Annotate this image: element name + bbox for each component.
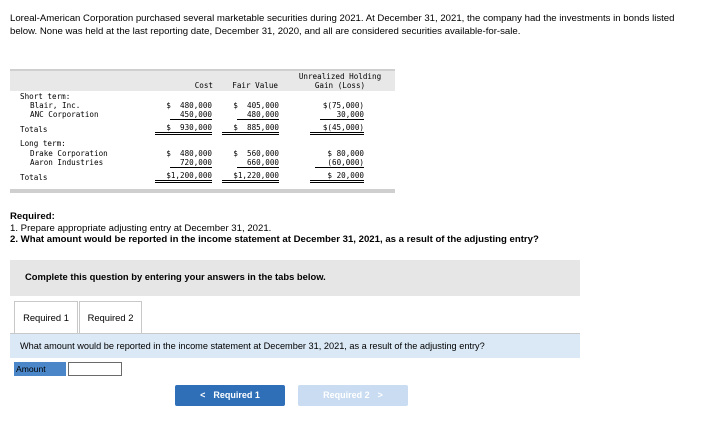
required-item-2: 2. What amount would be reported in the income statement at December 31, 2021, as a result of the adjusting entry? [10,234,539,245]
amount-input[interactable] [68,362,122,376]
short-term-label: Short term: [20,92,71,101]
row-aaron-name: Aaron Industries [30,158,104,167]
row-blair-gain: $(75,000) [322,101,364,110]
row-aaron-fair: 660,000 [237,158,279,168]
amount-label: Amount [14,362,66,376]
short-totals-fair: $ 885,000 [222,123,279,135]
intro-text: Loreal-American Corporation purchased several marketable securities during 2021. At December 31, 2021, the company had the investments in bonds listed below. None was held at the last reporting date, December 31, 2020, and all are considered securities available-for-sale. [10,13,675,37]
row-blair-cost: $ 480,000 [166,101,212,110]
long-totals-gain: $ 20,000 [310,171,364,183]
securities-table [10,69,395,193]
required-item-1: 1. Prepare appropriate adjusting entry at December 31, 2021. [10,222,272,234]
header-fair-value: Fair Value [232,81,278,90]
required-heading: Required: [10,211,55,222]
short-totals-label: Totals [20,125,48,134]
next-button-label: Required 2 [323,390,370,400]
header-unrealized-2: Gain (Loss) [314,81,366,90]
long-totals-label: Totals [20,173,48,182]
header-cost: Cost [194,81,213,90]
required-section [10,211,539,246]
row-drake-gain: $ 80,000 [327,149,364,158]
table-bottom-rule [10,189,395,193]
long-totals-cost: $1,200,000 [155,171,212,183]
instructions-panel [10,260,580,296]
short-totals-gain: $(45,000) [310,123,364,135]
row-blair-name: Blair, Inc. [30,101,81,110]
long-totals-fair: $1,220,000 [222,171,279,183]
next-button[interactable] [298,385,408,406]
chevron-left-icon: < [200,390,206,400]
prev-button[interactable] [175,385,285,406]
tab-required-2[interactable]: Required 2 [79,301,142,334]
row-aaron-gain: (60,000) [315,158,364,168]
row-anc-gain: 30,000 [320,110,364,120]
prev-button-label: Required 1 [213,390,260,400]
row-drake-fair: $ 560,000 [233,149,279,158]
table-top-rule [10,69,395,71]
short-totals-cost: $ 930,000 [155,123,212,135]
long-term-label: Long term: [20,139,66,148]
question-bar [10,334,580,358]
row-drake-name: Drake Corporation [30,149,108,158]
tab-required-1[interactable]: Required 1 [14,301,78,334]
row-blair-fair: $ 405,000 [233,101,279,110]
row-anc-cost: 450,000 [170,110,212,120]
question-text: What amount would be reported in the income statement at December 31, 2021, as a result of the adjusting entry? [20,341,485,351]
instructions-text: Complete this question by entering your answers in the tabs below. [25,271,326,282]
row-anc-name: ANC Corporation [30,110,99,119]
row-aaron-cost: 720,000 [170,158,212,168]
chevron-right-icon: > [377,390,383,400]
row-anc-fair: 480,000 [237,110,279,120]
header-unrealized-1: Unrealized Holding [298,72,382,81]
row-drake-cost: $ 480,000 [166,149,212,158]
